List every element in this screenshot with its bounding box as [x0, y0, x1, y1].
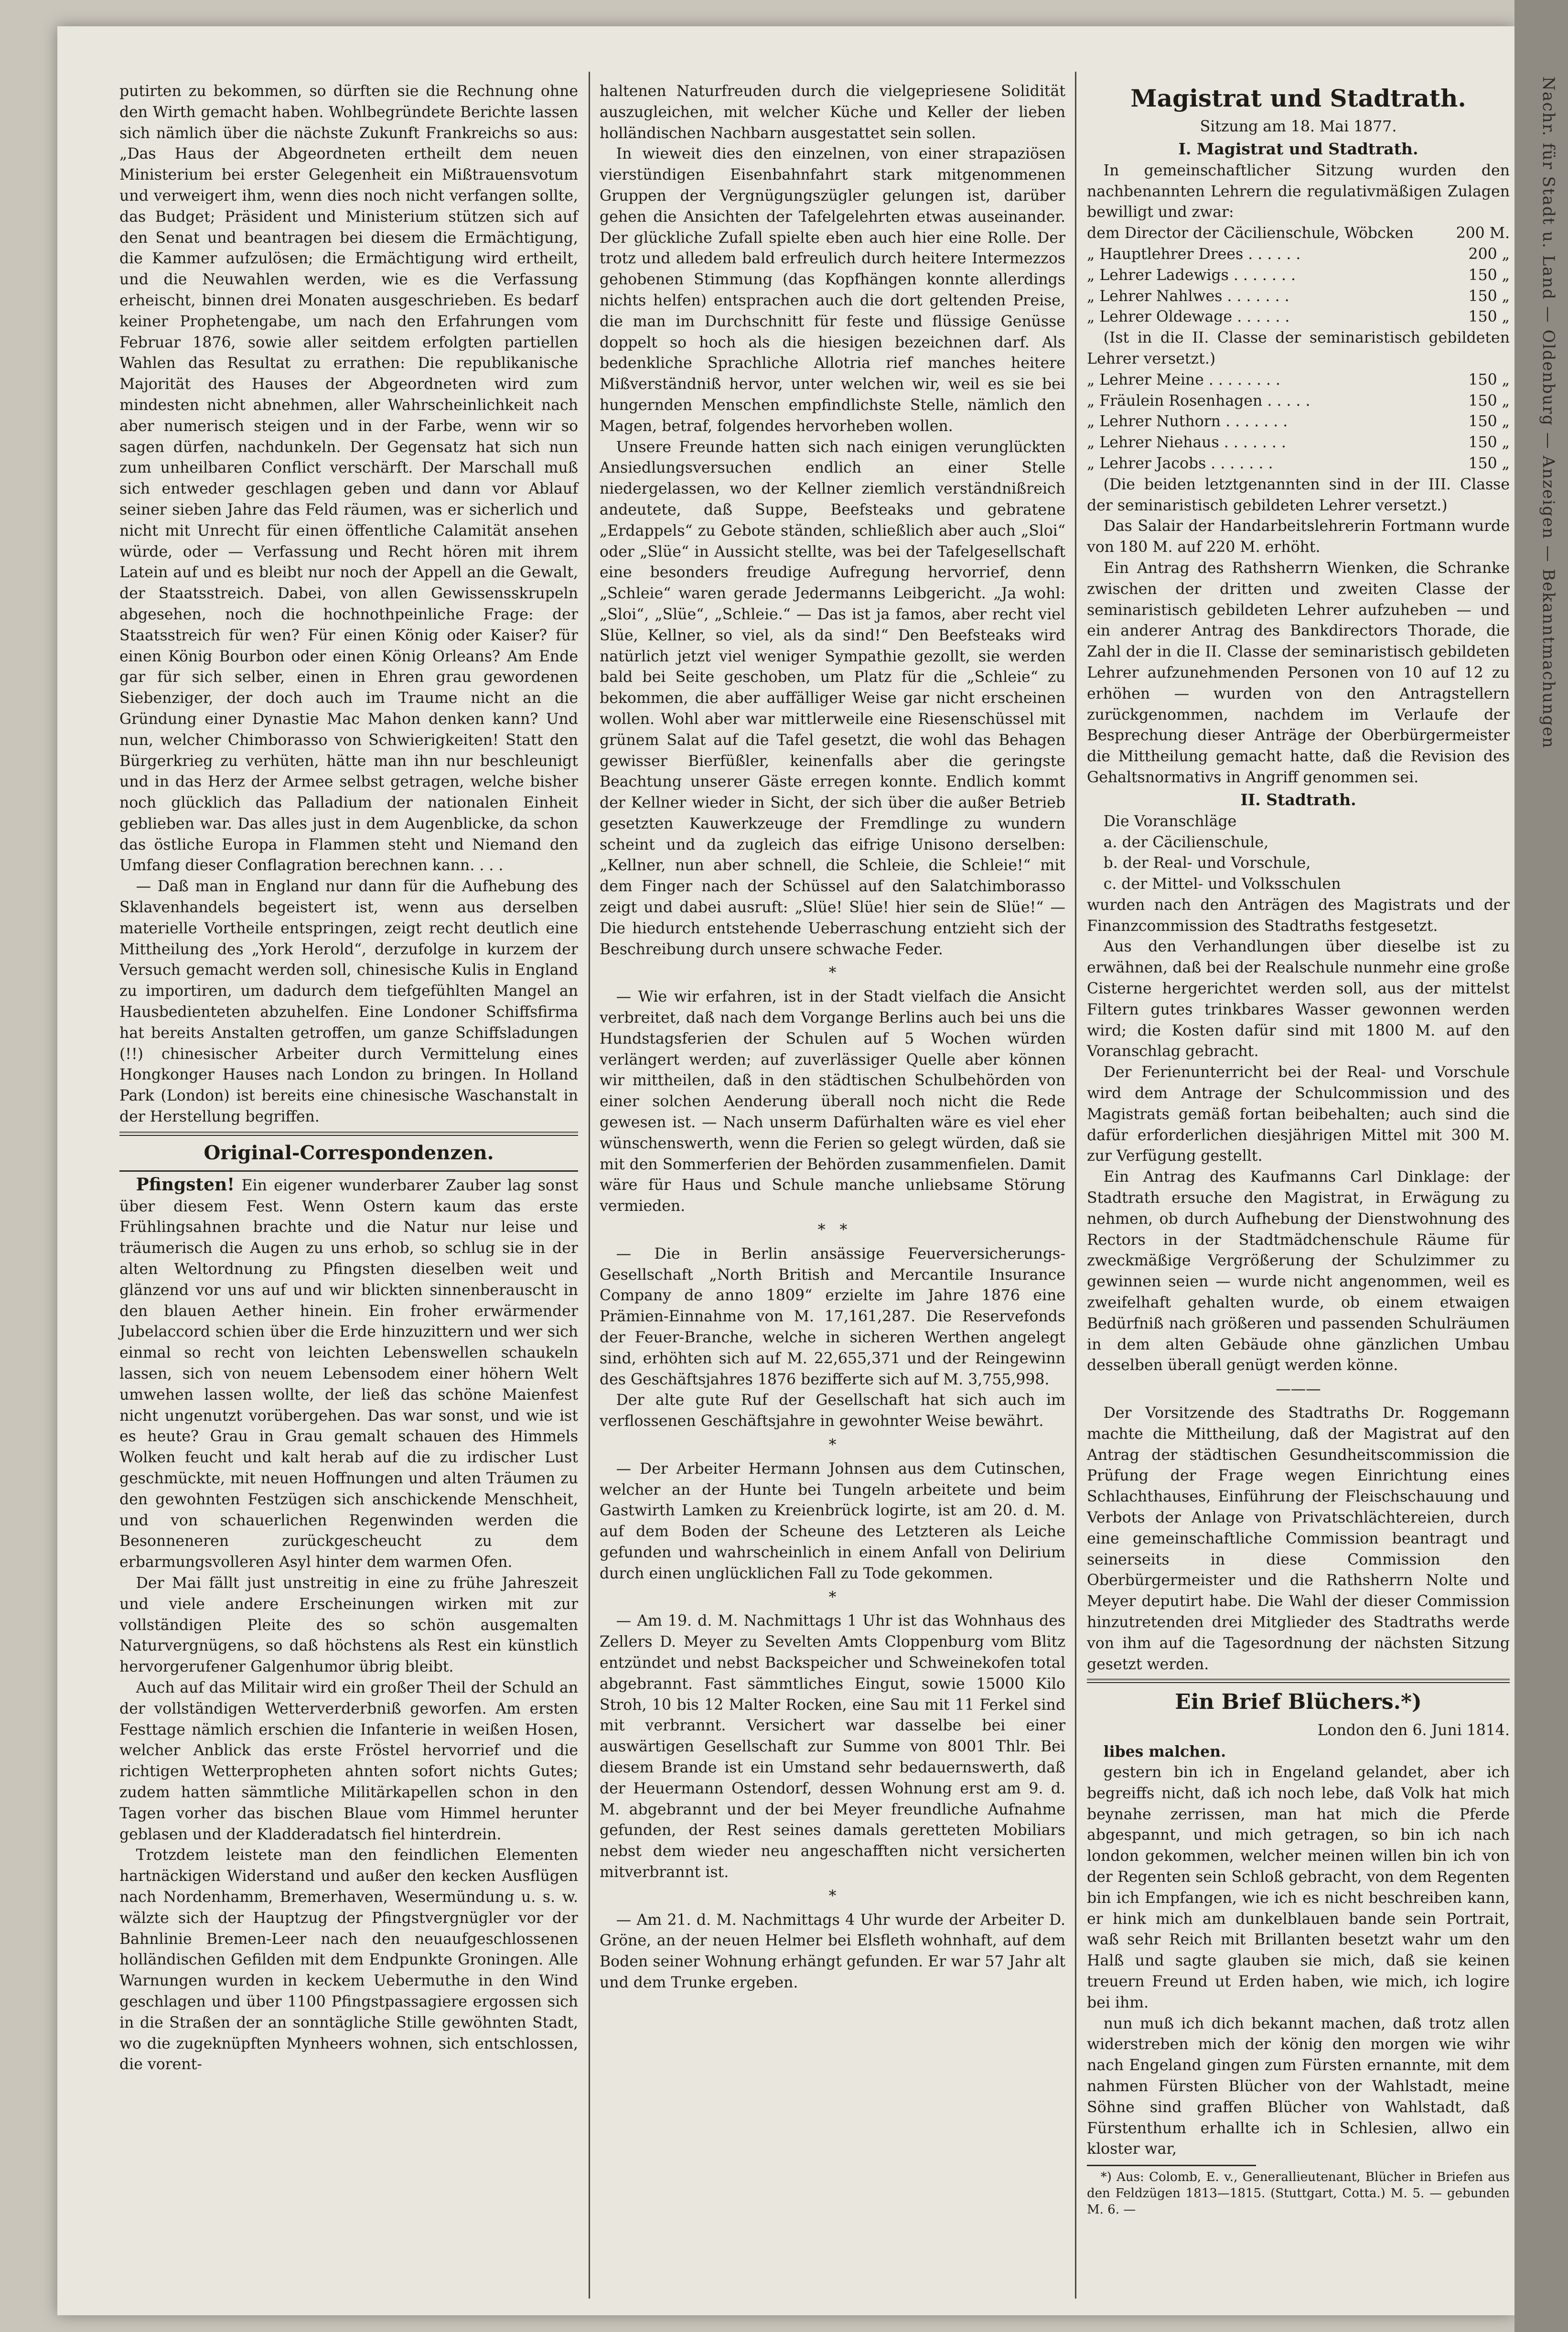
article-paragraph: Ein eigener wunderbarer Zauber lag sonst über diesem Fest. Wenn Ostern kaum das erste Frühlingsahnen brachte und die Natur nur leise und träumerisch die Augen zu uns erhob, so schlug sie in der alten Weltordnung zu Pfingsten dieselben weit und glänzend vor uns auf und wir blickten sinnenberauscht in den blauen Aether hinein. Ein froher erwärmender Jubelaccord schien über die Erde hinzuzittern und wer sich einmal so recht von leichten Lebenswellen schaukeln lassen, sich von neuem Lebensodem einer höhern Welt umwehen lassen wollte, der ließ das schöne Maienfest nicht ungenutzt vorübergehen. Das war sonst, und wie ist es heute? Grau in Grau gemalt schauen des Himmels Wolken feucht und kalt herab auf die zu irdischer Lust geschmückte, mit neuen Hoffnungen und alten Träumen zu den gewohnten Festzügen sich anschickende Menschheit, und von schauerlichen Regenwinden werden die Besonneneren zurückgescheucht zu dem erbarmungsvolleren Asyl hinter dem warmen Ofen.: [119, 1177, 578, 1571]
payment-row: „ Lehrer Nuthorn . . . . . . . 150 „: [1087, 413, 1510, 431]
column-1: [119, 81, 578, 2075]
article-paragraph: Der Vorsitzende des Stadtraths Dr. Roggemann machte die Mittheilung, daß der Magistrat auf den Antrag der städtischen Gesundheitscommission die Prüfung der Frage wegen Einrichtung eines Schlachthauses, Einführung der Fleischschauung und Verbots der Anlage von Privatschlächtereien, durch eine gemeinschaftliche Commission beantragt und seinerseits in diese Commission den Oberbürgermeister und die Rathsherrn Nolte und Meyer deputirt habe. Die Wahl der dieser Commission hinzutretenden drei Mitglieder des Stadtraths werde von ihm auf die Tagesordnung der nächsten Sitzung gesetzt werden.: [1087, 1404, 1510, 1673]
column-divider-2: [1075, 72, 1076, 2299]
separator-asterisk: *: [828, 1436, 837, 1454]
news-item-blitz: — Am 19. d. M. Nachmittags 1 Uhr ist das Wohnhaus des Zellers D. Meyer zu Sevelten Amts Cloppenburg vom Blitz entzündet und nebst Backspeicher und Schweinekofen total abgebrannt. Fast sämmtliches Eingut, sowie 15000 Kilo Stroh, 10 bis 12 Malter Rocken, eine Sau mit 11 Ferkel sind mit verbrannt. Versichert war dasselbe bei einer auswärtigen Gesellschaft zur Summe von 8001 Thlr. Bei diesem Brande ist ein Umstand sehr bedauernswerth, daß der Heuermann Ostendorf, dessen Wohnung erst am 9. d. M. abgebrannt und der bei Meyer freundliche Aufnahme gefunden, der Rest seines damals geretteten Mobiliars nebst dem wieder neu angeschafften nicht versicherten mitverbrannt ist.: [600, 1612, 1065, 1881]
separator-asterisk: *: [828, 1887, 837, 1905]
brief-title: Ein Brief Blüchers.*): [1175, 1690, 1422, 1715]
article-paragraph: Das Salair der Handarbeitslehrerin Fortmann wurde von 180 M. auf 220 M. erhöht.: [1087, 518, 1510, 556]
list-item: b. der Real- und Vorschule,: [1103, 854, 1311, 872]
news-item-hundstagsferien: — Wie wir erfahren, ist in der Stadt vielfach die Ansicht verbreitet, daß nach dem Vorgange Berlins auch bei uns die Hundstagsferien der Schulen auf 5 Wochen würden verlängert werden; auf zuverlässiger Quelle aber können wir mittheilen, daß in den städtischen Schulbehörden von einer solchen Aenderung überall noch nicht die Rede gewesen ist. — Nach unserm Dafürhalten wäre es viel eher wünschenswerth, wenn die Ferien so gelegt würden, daß sie mit den Sommerferien der Behörden zusammenfielen. Damit wäre für Haus und Schule manche unliebsame Störung vermieden.: [600, 988, 1065, 1215]
article-paragraph: Die Voranschläge: [1103, 812, 1237, 830]
news-item-insurance-2: Der alte gute Ruf der Gesellschaft hat sich auch im verflossenen Geschäftsjahre in gewohnter Weise bewährt.: [600, 1392, 1065, 1430]
payment-row: „ Lehrer Oldewage . . . . . . 150 „: [1087, 308, 1510, 326]
article-paragraph: Der Ferienunterricht bei der Real- und Vorschule wird dem Antrage der Schulcommission und des Magistrats gemäß fortan beibehalten; auch sind die dafür erforderlichen diesjährigen Mittel mit 300 M. zur Verfügung gestellt.: [1087, 1064, 1510, 1165]
footnote-rule: [1087, 2165, 1256, 2166]
payment-note: (Ist in die II. Classe der seminaristisch gebildeten Lehrer versetzt.): [1087, 329, 1510, 367]
magistrat-title: Magistrat und Stadtrath.: [1130, 84, 1466, 112]
payment-row: „ Lehrer Niehaus . . . . . . . 150 „: [1087, 434, 1510, 452]
article-paragraph: Ein Antrag des Rathsherrn Wienken, die Schranke zwischen der dritten und zweiten Classe der seminaristisch gebildeten Lehrer aufzuheben — und ein anderer Antrag des Bankdirectors Thorade, die Zahl der in die II. Classe der seminaristisch gebildeten Lehrer aufzunehmenden Personen von 10 auf 12 zu erhöhen — wurden von den Antragstellern zurückgenommen, nachdem im Verlaufe der Besprechung dieser Anträge der Oberbürgermeister die Mittheilung gemacht hatte, daß die Revision des Gehaltsnormativs in Angriff genommen sei.: [1087, 559, 1510, 786]
payment-row: „ Lehrer Jacobs . . . . . . . 150 „: [1087, 454, 1510, 472]
news-item-johnsen: — Der Arbeiter Hermann Johnsen aus dem Cutinschen, welcher an der Hunte bei Tungeln arbeitete und beim Gastwirth Lamken zu Kreienbrück logirte, ist am 20. d. M. auf dem Boden der Scheune des Letzteren als Leiche gefunden und wahrscheinlich in einem Anfall von Delirium durch einen unglücklichen Fall zu Tode gekommen.: [600, 1460, 1065, 1582]
pfingsten-lead: Pfingsten!: [136, 1174, 235, 1195]
brief-salutation: libes malchen.: [1103, 1743, 1226, 1761]
payment-row: „ Lehrer Nahlwes . . . . . . . 150 „: [1087, 287, 1510, 305]
list-item: a. der Cäcilienschule,: [1103, 833, 1269, 851]
section-rule: [1087, 1679, 1510, 1683]
news-item-insurance: — Die in Berlin ansässige Feuerversicherungs-Gesellschaft „North British and Mercantile Insurance Company de anno 1809“ erzielte im Jahre 1876 eine Prämien-Einnahme von M. 17,161,287. Die Reservefonds der Feuer-Branche, welche in sicheren Werthen angelegt sind, erhöhten sich auf M. 22,655,371 und der Reingewinn des Geschäftsjahres 1876 bezifferte sich auf M. 3,755,998.: [600, 1245, 1065, 1388]
separator-asterisk: * *: [817, 1221, 848, 1239]
separator-asterisk: *: [828, 1588, 837, 1606]
section-rule: [119, 1170, 578, 1172]
article-paragraph: Auch auf das Militair wird ein großer Theil der Schuld an der vollständigen Wetterverderbniß geworfen. Am ersten Festtage nämlich erschien die Infanterie in weißen Hosen, welcher Anblick das erste Fröstel hervorrief und die richtigen Wetterpropheten ahnten sofort nichts Gutes; zudem hatten sämmtliche Militärkapellen schon in den Tagen vorher das bischen Blaue vom Himmel herunter geblasen und der Kladderadatsch fiel hinterdrein.: [119, 1679, 578, 1843]
section-rule: [119, 1132, 578, 1136]
payment-row: „ Lehrer Ladewigs . . . . . . . 150 „: [1087, 266, 1510, 284]
payment-row: „ Hauptlehrer Drees . . . . . . 200 „: [1087, 245, 1510, 263]
brief-paragraph: gestern bin ich in Engeland gelandet, aber ich begreiffs nicht, daß ich noch lebe, daß Volk hat mich beynahe zerrissen, man hat mich die Pferde abgespannt, und mich getragen, so bin ich nach london gekommen, welcher meinen willen bin ich von der Regenten sein Schloß gebracht, von dem Regenten bin ich Empfangen, wie ich es nicht beschreiben kann, er hink mich am dunkelblauen bande sein Portrait, waß sehr Reich mit Brillanten besetzt wahr um den Halß und sagte glauben sie mich, daß sie keinen treuern Freund ut Erden haben, wie mich, ich logire bei ihm.: [1087, 1763, 1510, 2011]
article-paragraph: Aus den Verhandlungen über dieselbe ist zu erwähnen, daß bei der Realschule nunmehr eine große Cisterne hergerichtet werden soll, aus der mittelst Filtern gutes trinkbares Wasser gewonnen werden wird; die Kosten dafür sind mit 1800 M. auf den Voranschlag gebracht.: [1087, 938, 1510, 1060]
payment-row: „ Lehrer Meine . . . . . . . . 150 „: [1087, 371, 1510, 389]
article-paragraph: Trotzdem leistete man den feindlichen Elementen hartnäckigen Widerstand und außer den kecken Ausflügen nach Nordenhamm, Bremerhaven, Wesermündung u. s. w. wälzte sich der Hauptzug der Pfingstvergnügler vor der Bahnlinie Bremen-Leer nach den neuaufgeschlossenen holländischen Gefilden mit dem Endpunkte Groningen. Alle Warnungen wurden in keckem Uebermuthe in den Wind geschlagen und über 1100 Pfingstpassagiere ergossen sich in die Straßen der an sonntägliche Stille gewöhnten Stadt, wo die zugeknüpften Mynheers wohnen, sich entschlossen, die vorent-: [119, 1846, 578, 2073]
article-paragraph: — Daß man in England nur dann für die Aufhebung des Sklavenhandels begeistert ist, wenn aus derselben materielle Vortheile entspringen, zeigt recht deutlich eine Mittheilung des „York Herold“, derzufolge in kurzem der Versuch gemacht werden soll, chinesische Kulis in England zu importiren, um dadurch dem tiefgefühlten Mangel an Hausbedienteten abzuhelfen. Eine Londoner Schiffsfirma hat bereits Anstalten getroffen, um ganze Schiffsladungen (!!) chinesischer Arbeiter durch Vermittelung eines Hongkonger Hauses nach London zu bringen. In Holland Park (London) ist bereits eine chinesische Waschanstalt in der Herstellung begriffen.: [119, 878, 578, 1126]
footnote: *) Aus: Colomb, E. v., Generallieutenant, Blücher in Briefen aus den Feldzügen 1813—1815. (Stuttgart, Cotta.) M. 5. — gebunden M. 6. —: [1087, 2170, 1510, 2217]
column-2: [600, 81, 1065, 1994]
column-divider-1: [589, 72, 590, 2299]
article-paragraph: Der Mai fällt just unstreitig in eine zu frühe Jahreszeit und viele andere Erscheinungen wirken mit zur vollständigen Pleite des so schön ausgemalten Naturvergnügens, so daß höchstens als Rest ein künstlich hervorgerufener Galgenhumor übrig bleibt.: [119, 1574, 578, 1676]
edge-text: Nachr. für Stadt u. Land — Oldenburg — Anzeigen — Bekanntmachungen: [1539, 76, 1558, 749]
brief-date: London den 6. Juni 1814.: [1317, 1722, 1510, 1739]
article-paragraph: putirten zu bekommen, so dürften sie die Rechnung ohne den Wirth gemacht haben. Wohlbegründete Berichte lassen sich nämlich über die nächste Zukunft Frankreichs so aus: „Das Haus der Abgeordneten ertheilt dem neuen Ministerium bei erster Gelegenheit ein Mißtrauensvotum und verweigert ihm, wenn dies noch nicht verfangen sollte, das Budget; Präsident und Ministerium stützen sich auf den Senat und beantragen bei diesem die Ermächtigung, die Kammer aufzulösen; die Ermächtigung wird ertheilt, und die Neuwahlen werden, wie es die Verfassung erheischt, binnen drei Monaten ausgeschrieben. Es bedarf keiner Prophetengabe, um nach den Erfahrungen vom Februar 1876, sowie aller seitdem erfolgten partiellen Wahlen das Resultat zu errathen: Die republikanische Majorität des Hauses der Abgeordneten wird zum mindesten nicht abnehmen, aller Wahrscheinlichkeit nach aber numerisch steigen und in der Farbe, wenn wir so sagen dürfen, nachdunkeln. Der Gegensatz hat sich nun zum unheilbaren Conflict verschärft. Der Marschall muß sich entweder geschlagen geben und dann vor Ablauf seiner sieben Jahre das Feld räumen, was er sicherlich und nicht mit Unrecht für einen öffentliche Calamität ansehen würde, oder — Verfassung und Recht hören mit ihrem Latein auf und es bleibt nur noch der Appell an die Gewalt, der Staatsstreich. Dabei, von allen Gewissensskrupeln abgesehen, noch die hochnothpeinliche Frage: der Staatsstreich für wen? Für einen König oder Kaiser? für einen König Bourbon oder einen König Orleans? Am Ende gar für sich selber, einen in Ehren grau gewordenen Siebenziger, der doch auch im Traume nicht an die Gründung einer Dynastie Mac Mahon denken kann? Und nun, welcher Chimborasso von Schwierigkeiten! Statt den Bürgerkrieg zu verhüten, hätte man ihn nur beschleunigt und in das Herz der Armee selbst getragen, welche bisher noch glücklich das Palladium der nationalen Einheit geblieben war. Das alles just in dem Augenblicke, da schon das östliche Europa in Flammen steht und Niemand den Umfang dieser Conflagration berechnen kann. . . .: [119, 83, 578, 874]
session-date: Sitzung am 18. Mai 1877.: [1200, 118, 1397, 135]
article-paragraph: In wieweit dies den einzelnen, von einer strapaziösen vierstündigen Eisenbahnfahrt stark mitgenommenen Gruppen der Vergnügungszügler gelungen ist, darüber gehen die Ansichten der Tafelgelehrten etwas auseinander. Der glückliche Zufall spielte eben auch hier eine Rolle. Der trotz und alledem bald erfreulich durch heitere Intermezzos gehobenen Stimmung (das Kopfhängen konnte allerdings nichts helfen) entsprachen auch die dort geltenden Preise, die man im Durchschnitt für feste und flüssige Genüsse doppelt so hoch als die hiesigen bezeichnen darf. Als bedenkliche Sprachliche Allotria rief manches heitere Mißverständniß hervor, unter welchen wir, weil es sie bei hungernden Menschen empfindlichste Stelle, nämlich den Magen, betraf, folgendes hervorheben wollen.: [600, 145, 1065, 435]
section-heading-1: I. Magistrat und Stadtrath.: [1178, 139, 1418, 158]
section-heading-2: II. Stadtrath.: [1240, 790, 1356, 809]
news-item-groene: — Am 21. d. M. Nachmittags 4 Uhr wurde der Arbeiter D. Gröne, an der neuen Helmer bei Elsfleth wohnhaft, auf dem Boden seiner Wohnung erhängt gefunden. Er war 57 Jahr alt und dem Trunke ergeben.: [600, 1911, 1065, 1991]
separator-asterisk: *: [828, 964, 837, 982]
section-heading: Original-Correspondenzen.: [204, 1141, 494, 1164]
short-rule: ———: [1276, 1381, 1321, 1398]
article-paragraph: Unsere Freunde hatten sich nach einigen verunglückten Ansiedlungsversuchen endlich an einer Stelle niedergelassen, wo der Kellner ziemlich verständnißreich andeutete, daß Suppe, Beefsteaks und gebratene „Erdappels“ zu Gebote ständen, schließlich aber auch „Sloi“ oder „Slüe“ in Aussicht stellte, was bei der Tafelgesellschaft eine besonders freudige Aufregung hervorrief, denn „Schleie“ waren gerade Jedermanns Leibgericht. „Ja wohl: „Sloi“, „Slüe“, „Schleie.“ — Das ist ja famos, aber recht viel Slüe, Kellner, so viel, als da sind!“ Den Beefsteaks wird natürlich jetzt viel weniger Sympathie gezollt, sie werden bald bei Seite geschoben, um Platz für die „Schleie“ zu bekommen, die aber auffälliger Weise gar nicht erscheinen wollen. Wohl aber war mittlerweile eine Riesenschüssel mit grünem Salat auf die Tafel gesetzt, die wohl das Behagen gewisser Bierfüßler, keinenfalls aber die geringste Beachtung unserer Gäste erregen konnte. Endlich kommt der Kellner wieder in Sicht, der sich über die außer Betrieb gesetzten Kauwerkzeuge der Fremdlinge zu wundern scheint und da zugleich das eifrige Unisono derselben: „Kellner, nun aber schnell, die Schleie, die Schleie!“ mit dem Finger nach der Schüssel auf den Salatchimborasso zeigt und dabei ausruft: „Slüe! Slüe! hier sein de Slüe!“ — Die hiedurch entstehende Ueberraschung entzieht sich der Beschreibung durch unsere schwache Feder.: [600, 438, 1065, 958]
article-paragraph: haltenen Naturfreuden durch die vielgepriesene Solidität auszugleichen, mit welcher Küche und Keller der lieben holländischen Nachbarn ausgestattet sein sollen.: [600, 83, 1065, 142]
adjacent-page-edge: [1514, 0, 1568, 2332]
list-item: c. der Mittel- und Volksschulen: [1103, 875, 1341, 893]
article-paragraph: wurden nach den Anträgen des Magistrats und der Finanzcommission des Stadtraths festgesetzt.: [1087, 896, 1510, 935]
column-3: [1087, 81, 1510, 2218]
payment-note: (Die beiden letztgenannten sind in der III. Classe der seminaristisch gebildeten Lehrer versetzt.): [1087, 475, 1510, 514]
article-paragraph: Ein Antrag des Kaufmanns Carl Dinklage: der Stadtrath ersuche den Magistrat, in Erwägung zu nehmen, ob durch Aufhebung der Dienstwohnung des Rectors in der Stadtmädchenschule Räume für zweckmäßige Vergrößerung der Schulzimmer zu gewinnen seien — wurde nicht angenommen, weil es zweifelhaft gehalten wurde, ob einem etwaigen Bedürfniß nach größeren und passenden Schulräumen in dem alten Gebäude ohne gänzlichen Umbau desselben überall genügt werden könne.: [1087, 1168, 1510, 1374]
payment-row: „ Fräulein Rosenhagen . . . . . 150 „: [1087, 392, 1510, 410]
intro-paragraph: In gemeinschaftlicher Sitzung wurden den nachbenannten Lehrern die regulativmäßigen Zulagen bewilligt und zwar:: [1087, 162, 1510, 221]
brief-paragraph: nun muß ich dich bekannt machen, daß trotz allen widerstreben mich der könig den morgen wie wihr nach Engeland gingen zum Fürsten ernannte, mit dem nahmen Fürsten Blücher von der Wahlstadt, meine Söhne sind graffen Blücher von Wahlstadt, daß Fürstenthum erhallte ich in Schlesien, allwo ein kloster war,: [1087, 2015, 1510, 2158]
payment-row: dem Director der Cäcilienschule, Wöbcken 200 M.: [1087, 225, 1510, 242]
